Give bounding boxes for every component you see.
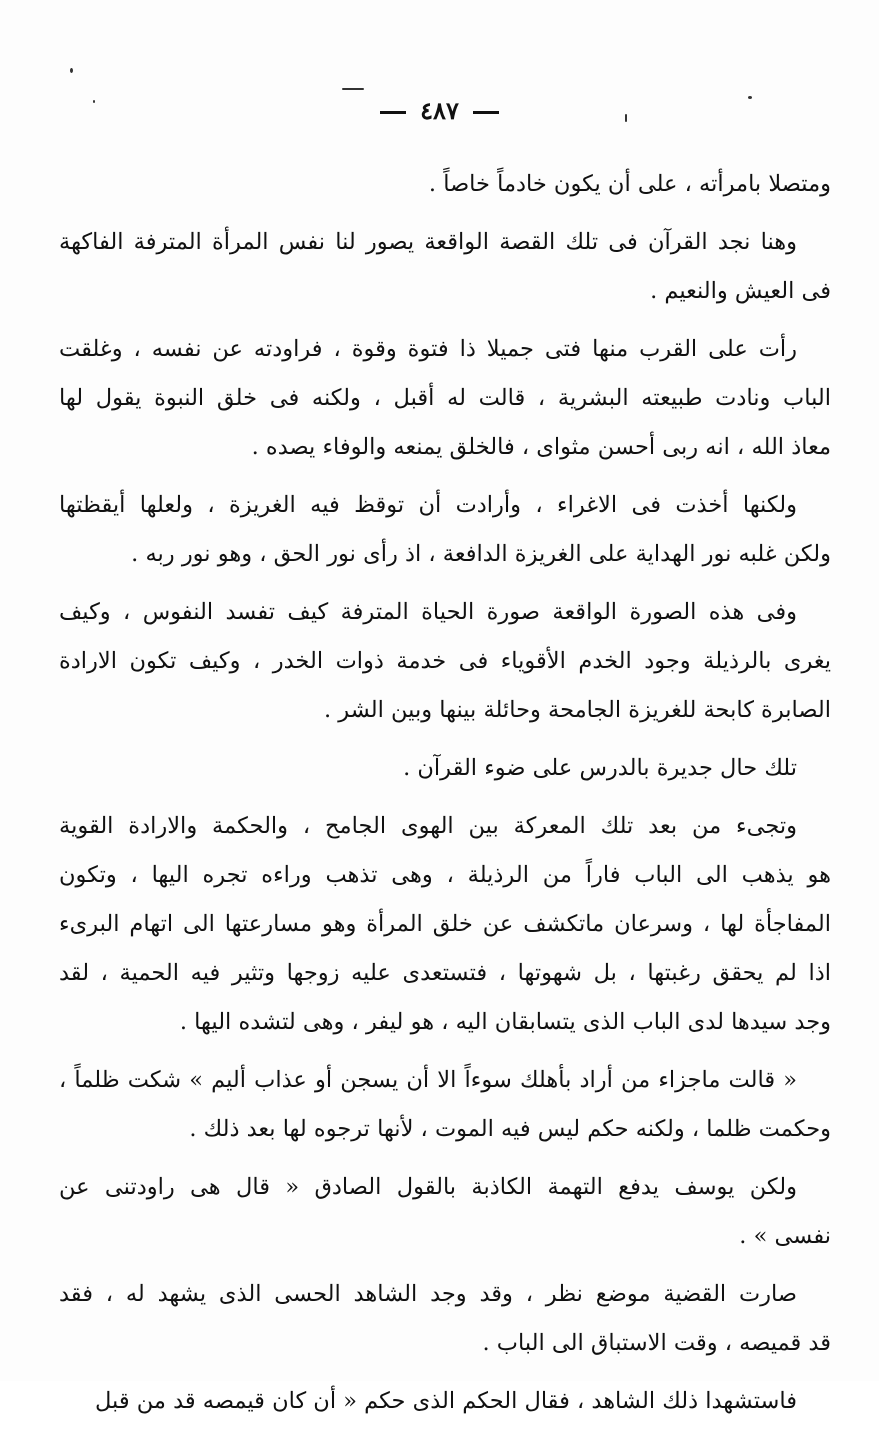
paragraph — [59, 160, 831, 209]
text-line: الباب ونادت طبيعته البشرية ، قالت له أقبل ، ولكنه فى خلق النبوة يقول لها — [59, 385, 831, 411]
scan-speck — [342, 88, 364, 90]
text-line: صارت القضية موضع نظر ، وقد وجد الشاهد الحسى الذى يشهد له ، فقد — [59, 1281, 797, 1307]
text-line: قد قميصه ، وقت الاستباق الى الباب . — [482, 1330, 831, 1356]
paragraph — [59, 325, 831, 472]
text-line: وجد سيدها لدى الباب الذى يتسابقان اليه ، هو ليفر ، وهى لتشده اليها . — [179, 1009, 831, 1035]
text-line: وفى هذه الصورة الواقعة صورة الحياة المترفة كيف تفسد النفوس ، وكيف — [59, 599, 797, 625]
page-number: ٤٨٧ — [420, 96, 459, 125]
paragraph — [59, 1377, 831, 1426]
text-line: ولكن يوسف يدفع التهمة الكاذبة بالقول الصادق « قال هى راودتنى عن — [59, 1174, 797, 1200]
text-line: نفسى » . — [739, 1223, 831, 1249]
text-line: وحكمت ظلما ، ولكنه حكم ليس فيه الموت ، لأنها ترجوه لها بعد ذلك . — [189, 1116, 831, 1142]
text-line: وهنا نجد القرآن فى تلك القصة الواقعة يصور لنا نفس المرأة المترفة الفاكهة — [59, 229, 797, 255]
text-line: هو يذهب الى الباب فاراً من الرذيلة ، وهى تذهب وراءه تجره اليها ، وتكون — [59, 862, 831, 888]
header-dash-left — [380, 111, 406, 114]
text-line: رأت على القرب منها فتى جميلا ذا فتوة وقوة ، فراودته عن نفسه ، وغلقت — [59, 336, 797, 362]
paragraph — [59, 1270, 831, 1368]
text-line: المفاجأة لها ، وسرعان ماتكشف عن خلق المرأة وهو مسارعتها الى اتهام البرىء — [59, 911, 831, 937]
paragraph — [59, 802, 831, 1047]
text-line: ولكن غلبه نور الهداية على الغريزة الدافعة ، اذ رأى نور الحق ، وهو نور ربه . — [131, 541, 831, 567]
text-line: وتجىء من بعد تلك المعركة بين الهوى الجامح ، والحكمة والارادة القوية — [59, 813, 797, 839]
text-line: ومتصلا بامرأته ، على أن يكون خادماً خاصاً . — [428, 171, 831, 197]
paragraph — [59, 744, 831, 793]
scan-speck — [70, 68, 73, 73]
text-line: تلك حال جديرة بالدرس على ضوء القرآن . — [403, 755, 797, 781]
header-dash-right — [473, 111, 499, 114]
text-line: الصابرة كابحة للغريزة الجامحة وحائلة بينها وبين الشر . — [324, 697, 831, 723]
body-text — [59, 160, 831, 1435]
text-line: يغرى بالرذيلة وجود الخدم الأقوياء فى خدمة ذوات الخدر ، وكيف تكون الارادة — [59, 648, 831, 674]
paragraph — [59, 1163, 831, 1261]
text-line: معاذ الله ، انه ربى أحسن مثواى ، فالخلق يمنعه والوفاء يصده . — [251, 434, 831, 460]
text-line: فاستشهدا ذلك الشاهد ، فقال الحكم الذى حكم « أن كان قيمصه قد من قبل — [95, 1388, 797, 1414]
paragraph — [59, 218, 831, 316]
paragraph — [59, 588, 831, 735]
text-line: « قالت ماجزاء من أراد بأهلك سوءاً الا أن يسجن أو عذاب أليم » شكت ظلماً ، — [59, 1067, 797, 1093]
text-line: اذا لم يحقق رغبتها ، بل شهوتها ، فتستعدى عليه زوجها وتثير فيه الحمية ، لقد — [59, 960, 831, 986]
paragraph — [59, 1056, 831, 1154]
page-header — [0, 96, 879, 125]
text-line: فى العيش والنعيم . — [650, 278, 831, 304]
paragraph — [59, 481, 831, 579]
text-line: ولكنها أخذت فى الاغراء ، وأرادت أن توقظ فيه الغريزة ، ولعلها أيقظتها — [59, 492, 797, 518]
